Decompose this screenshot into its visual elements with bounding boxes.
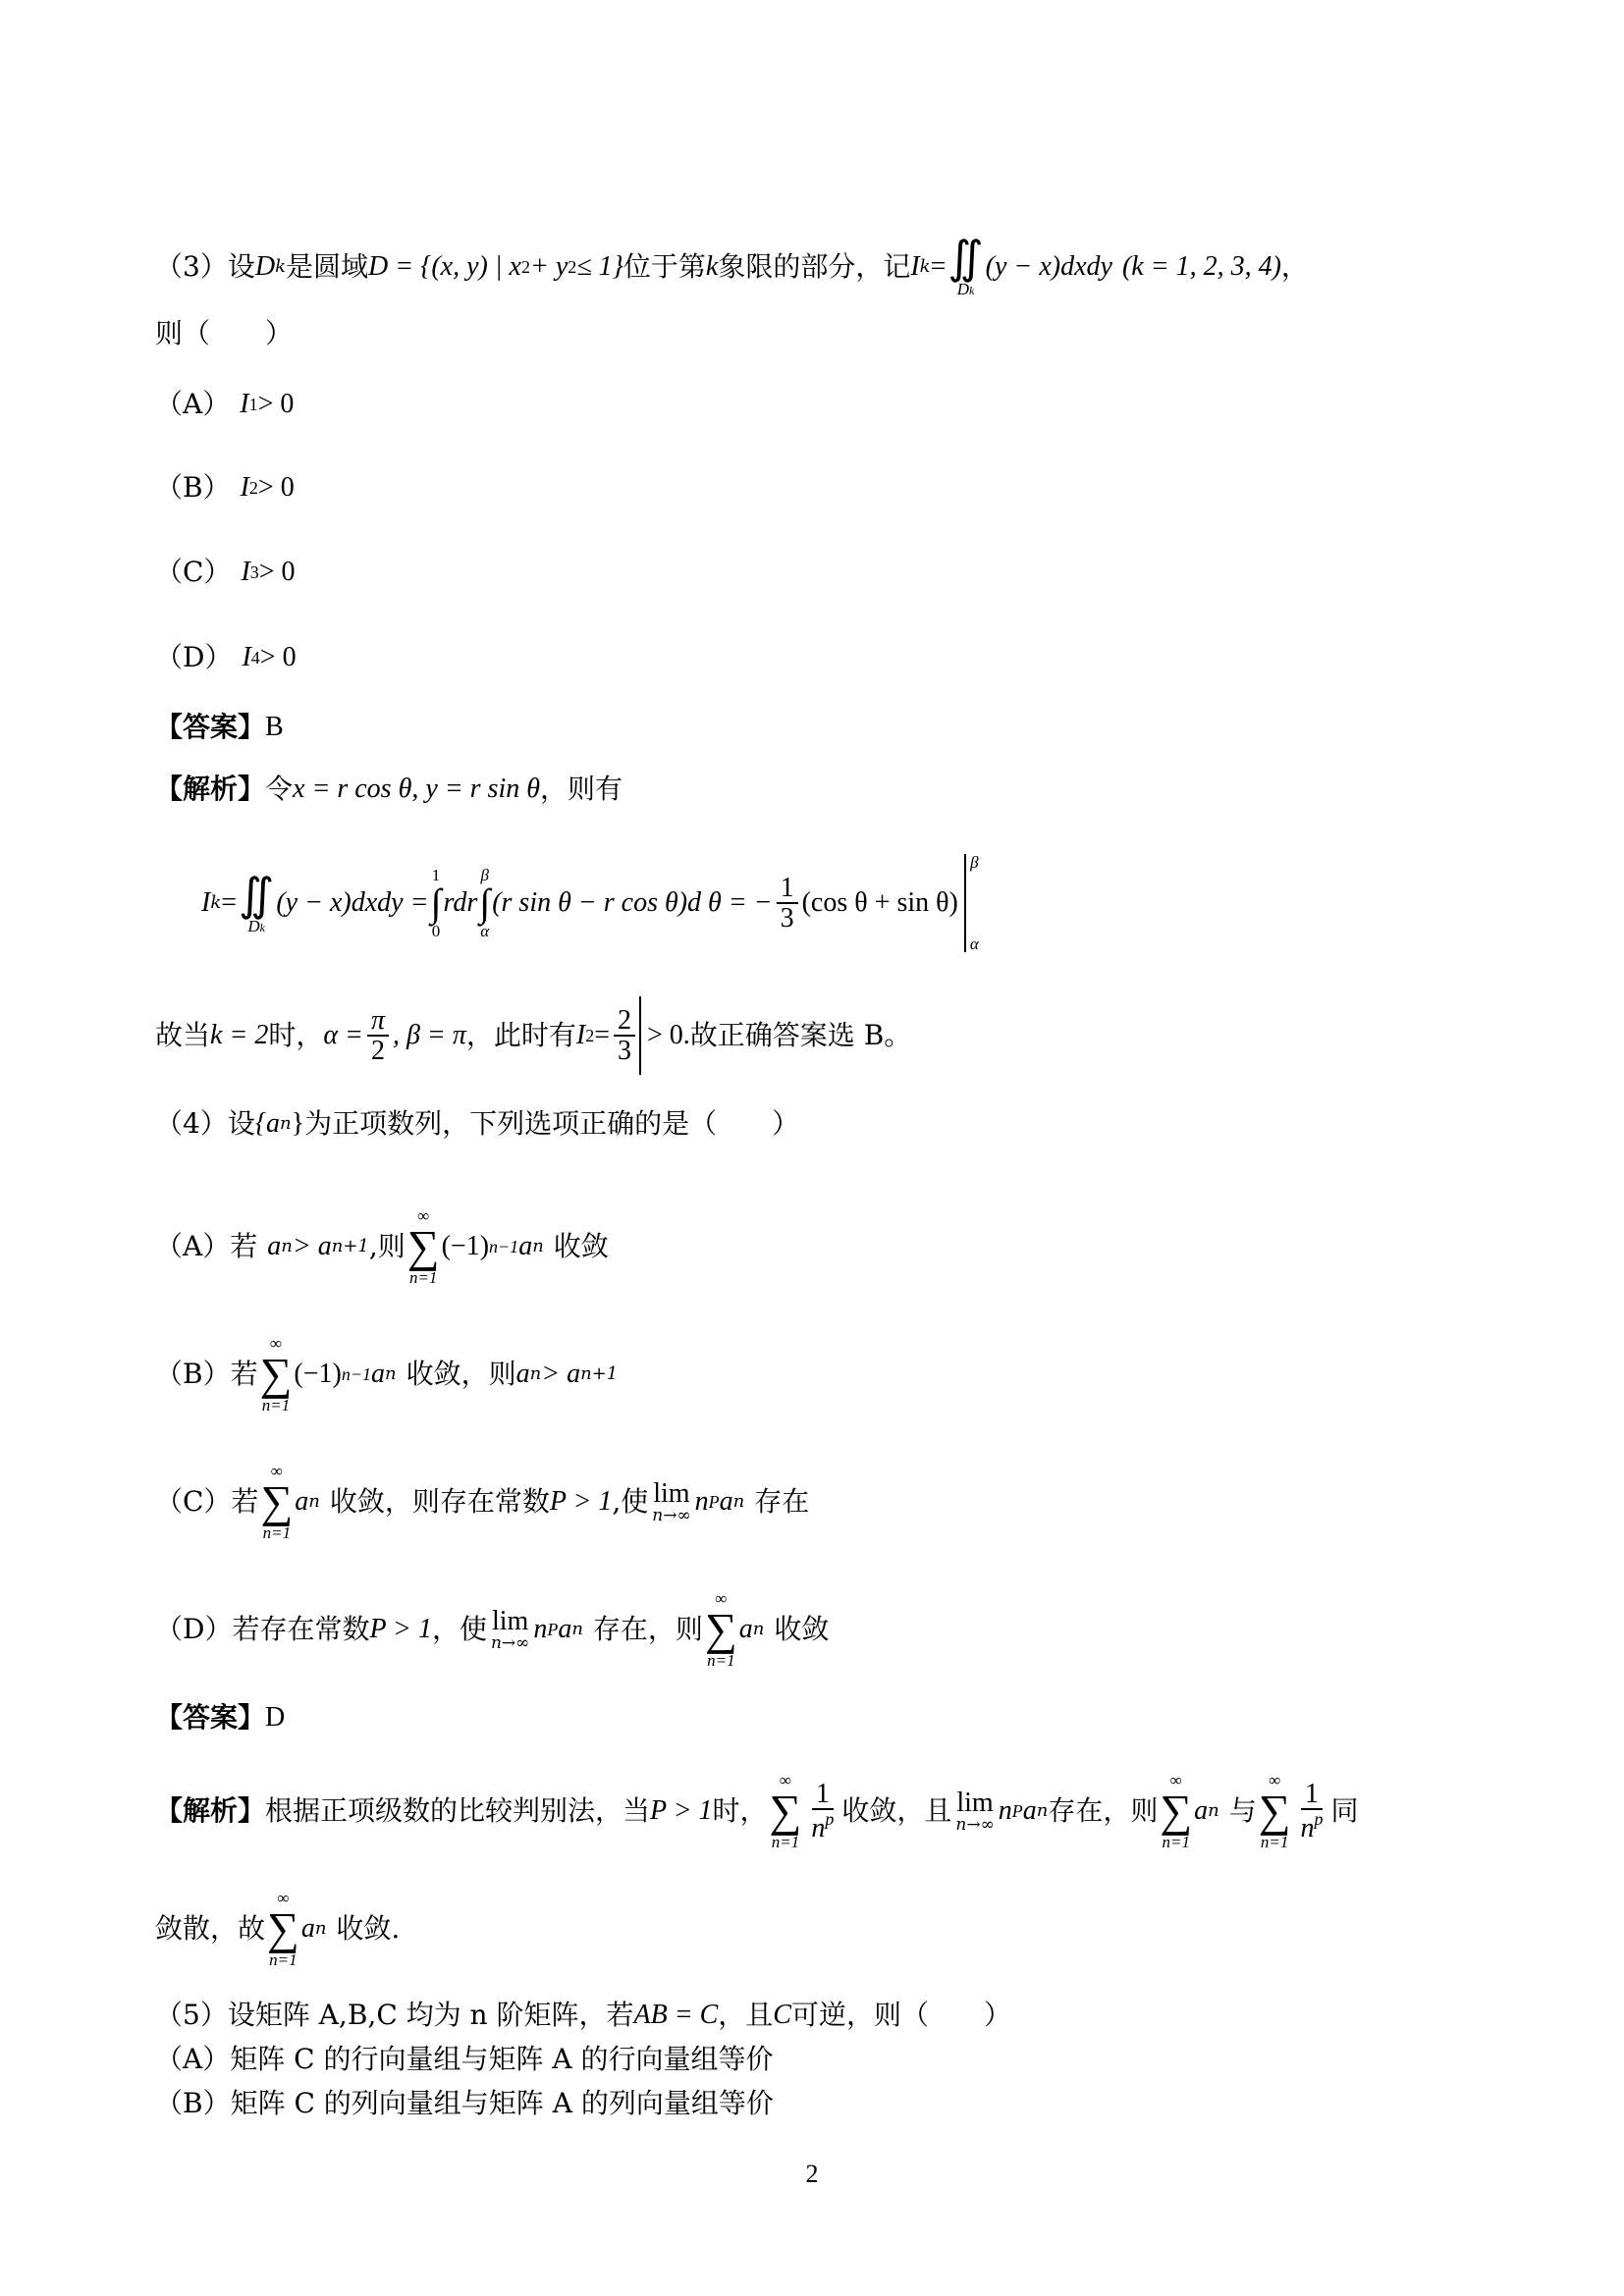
q3-answer-tag: 【答案】	[155, 711, 266, 743]
q5-option-a-text: （A）矩阵 C 的行向量组与矩阵 A 的行向量组等价	[155, 2043, 774, 2075]
q3-conclusion-alpha: α =	[323, 1020, 363, 1050]
q4-analysis-line1	[155, 1762, 1526, 1860]
q3-conclusion-I2: I	[575, 1020, 586, 1050]
q3-option-b-sub: 2	[248, 478, 258, 498]
q4-analysis-an-sub: n	[1036, 1800, 1049, 1821]
q4-option-b-sum-bot: n=1	[261, 1396, 291, 1415]
q4-option-a-an-sub: n	[532, 1236, 544, 1256]
q4-analysis-sum3	[1259, 1772, 1291, 1850]
q5-stem2: ，且	[718, 1999, 774, 2031]
q4-option-d-sum-sign: ∑	[704, 1604, 737, 1654]
q3-formula-frac-den: 3	[780, 903, 794, 934]
q3-option-c	[155, 553, 1526, 592]
q4-option-c-P: P > 1	[549, 1486, 613, 1517]
q3-substitution: x = r cos θ, y = r sin θ	[293, 774, 540, 804]
q4-analysis-np: n	[998, 1795, 1012, 1826]
q3-Ik-sub: k	[919, 255, 931, 277]
q4-option-d-an2: a	[738, 1614, 753, 1644]
q5-option-a	[155, 2040, 1526, 2079]
q4-analysis-t1: 根据正项级数的比较判别法，当	[265, 1794, 651, 1827]
q3-text1: 是圆域	[285, 249, 368, 283]
q3-option-b-rel: > 0	[257, 472, 295, 503]
q4-option-c-sum-top: ∞	[270, 1462, 283, 1480]
q4-option-b-sum-top: ∞	[269, 1334, 283, 1353]
q4-analysis-frac2-den-sup: p	[1314, 1809, 1324, 1829]
q4-analysis-tag: 【解析】	[155, 1794, 266, 1827]
q3-option-a-label: （A）	[155, 388, 231, 420]
q4-analysis-an2: a	[1194, 1795, 1209, 1826]
q3-conclusion-k: k = 2	[210, 1020, 269, 1050]
q3-set-expr2: + y	[529, 250, 568, 282]
q3-formula-inner: (r sin θ − r cos θ)d θ = −	[492, 887, 773, 918]
q3-Dk: D	[254, 250, 276, 282]
q4-analysis-sum3-sign: ∑	[1258, 1786, 1291, 1836]
q5-option-b	[155, 2084, 1526, 2123]
q5-stem	[155, 1996, 1526, 2035]
q4-analysis-sum1-bot: n=1	[771, 1833, 800, 1851]
q3-conclusion-frac-num: 2	[614, 1006, 635, 1037]
q4-option-a-sum-top: ∞	[417, 1206, 430, 1225]
q3-formula-integrand: (y − x)dxdy =	[276, 887, 429, 918]
q3-conclusion-t3: ，此时有	[465, 1019, 576, 1051]
q4-option-b-a: a	[515, 1359, 530, 1389]
q3-formula-int2-bot: α	[480, 922, 490, 940]
q3-option-b-var: I	[240, 472, 249, 503]
q4-option-d-P: P > 1	[369, 1614, 432, 1644]
q4-analysis-np-sup: P	[1011, 1801, 1023, 1821]
q4-option-a-term: (−1)	[441, 1231, 490, 1261]
q4-option-c-conv: 收敛，则存在常数	[329, 1485, 550, 1518]
q3-integrand: (y − x)dxdy	[985, 250, 1112, 282]
q4-analysis-line2	[155, 1885, 1526, 1973]
q4-option-d-sum-bot: n=1	[707, 1651, 735, 1670]
q3-analysis-text: 令	[265, 773, 294, 805]
q3-formula-int1-top: 1	[431, 866, 441, 884]
q3-Dk-sub: k	[275, 255, 286, 277]
q4-option-a-a: a	[267, 1231, 282, 1261]
q3-analysis	[155, 770, 1526, 809]
q3-option-a-var: I	[240, 389, 249, 419]
q4-option-c-np-sup: P	[708, 1492, 720, 1512]
q4-option-a-then: ,则	[368, 1230, 406, 1262]
q4-option-d-an2-sub: n	[752, 1619, 765, 1639]
q4-analysis-frac1-num: 1	[812, 1780, 834, 1810]
q4-option-b-n1: n+1	[580, 1363, 619, 1384]
q4-analysis2-t1: 敛散，故	[155, 1912, 266, 1945]
q4-stem-seq-sub: n	[280, 1113, 292, 1134]
q3-conclusion-I2-sub: 2	[585, 1026, 595, 1045]
q4-analysis-frac2	[1297, 1780, 1327, 1843]
q4-option-a-gt: > a	[292, 1231, 332, 1261]
q3-eq: =	[930, 250, 947, 282]
q4-analysis-an: a	[1022, 1795, 1037, 1826]
q4-option-d-exist: 存在，则	[592, 1613, 703, 1645]
q3-formula-int2-sign: ∫	[479, 881, 491, 925]
q4-option-b-n: n	[529, 1363, 542, 1384]
q4-option-c-an: a	[295, 1486, 309, 1517]
q4-option-a-n1: n+1	[331, 1236, 369, 1256]
q4-analysis-frac2-num: 1	[1301, 1780, 1323, 1810]
q4-option-b-sum-sign: ∑	[259, 1349, 293, 1399]
q3-formula-double-integral	[239, 869, 275, 935]
q3-double-integral	[947, 233, 984, 298]
q3-option-a-sub: 1	[248, 395, 258, 414]
q4-answer-tag: 【答案】	[155, 1701, 266, 1734]
q4-option-a-label: （A）若	[155, 1230, 258, 1262]
q3-option-b-label: （B）	[155, 471, 231, 504]
q3-option-d-label: （D）	[155, 641, 233, 673]
q4-analysis-t4: 存在，则	[1048, 1794, 1159, 1827]
q5-stem1: （5）设矩阵 A,B,C 均为 n 阶矩阵，若	[155, 1999, 634, 2031]
q3-then-have: ，则有	[539, 773, 623, 805]
q3-formula-lhs: I	[201, 887, 211, 918]
q3-set-expr3: ≤ 1}	[576, 250, 623, 282]
q4-stem	[155, 1104, 1526, 1144]
q4-option-d-np: n	[533, 1614, 548, 1644]
q4-analysis-sum2-top: ∞	[1169, 1771, 1182, 1789]
q3-conclusion-bar	[639, 996, 641, 1075]
q4-option-a-exp: n−1	[489, 1237, 519, 1256]
q4-stem-rest: 为正项数列，下列选项正确的是（ ）	[304, 1107, 800, 1140]
q5-c: C	[773, 2000, 791, 2030]
q4-option-b-sum	[260, 1335, 293, 1414]
q3-formula	[201, 849, 1526, 957]
q4-option-b-an: a	[370, 1359, 385, 1389]
q3-formula-int2-top: β	[480, 866, 489, 884]
q3-formula-int1-bot: 0	[431, 922, 441, 940]
q4-option-c-label: （C）若	[155, 1485, 259, 1518]
q3-sq2: 2	[568, 256, 577, 277]
q3-conclusion-frac-den: 3	[618, 1036, 631, 1066]
q4-analysis-sum2	[1160, 1772, 1192, 1850]
q4-analysis-lim-text: lim	[956, 1787, 994, 1818]
q3-stem-line2	[155, 314, 1526, 353]
q4-analysis-conv: 收敛	[841, 1794, 897, 1827]
q3-conclusion-t1: 故当	[155, 1019, 211, 1051]
q4-analysis2-an: a	[300, 1913, 315, 1944]
q3-k: k	[705, 250, 719, 282]
q4-option-d-an: a	[558, 1614, 572, 1644]
q4-option-c-an2: a	[719, 1486, 733, 1517]
q4-analysis-frac1	[807, 1780, 838, 1843]
q3-conclusion-gt: > 0.	[647, 1020, 690, 1050]
q3-formula-eval-bar	[964, 854, 966, 952]
q4-option-c-np: n	[694, 1486, 709, 1517]
q3-formula-int-sub: D	[247, 916, 260, 935]
q3-int-sub2: k	[969, 284, 975, 297]
q3-formula-int2	[479, 867, 490, 939]
q4-option-d-conv: 收敛	[774, 1613, 830, 1645]
q3-sq1: 2	[520, 256, 530, 277]
q3-option-c-rel: > 0	[258, 557, 296, 587]
q3-formula-frac-num: 1	[777, 874, 798, 904]
q4-analysis-sum2-bot: n=1	[1162, 1833, 1190, 1851]
q4-option-d-np-sup: P	[547, 1620, 559, 1639]
q3-analysis-tag: 【解析】	[155, 773, 266, 805]
q4-analysis-sum1-sign: ∑	[769, 1786, 802, 1836]
q4-analysis2-t2: 收敛.	[336, 1912, 401, 1945]
q3-conclusion-frac	[614, 1006, 635, 1066]
q4-analysis-frac1-den-sup: p	[825, 1809, 835, 1829]
q4-analysis-lim	[955, 1789, 994, 1834]
q3-formula-eval-bot: α	[969, 934, 979, 953]
page-number: 2	[805, 2160, 819, 2188]
q3-option-a	[155, 385, 1526, 424]
q3-formula-eval-limits	[970, 854, 979, 952]
q3-option-d-var: I	[242, 642, 251, 672]
q4-option-b-exp: n−1	[341, 1364, 371, 1384]
q4-analysis-t3: ，且	[896, 1794, 952, 1827]
q4-analysis-sum1-top: ∞	[779, 1771, 791, 1789]
q3-conclusion-t4: 故正确答案选 B。	[689, 1019, 912, 1051]
q4-analysis-sum2-sign: ∑	[1160, 1786, 1193, 1836]
q4-option-c-exist: 存在	[754, 1485, 810, 1518]
q3-int-sub: D	[956, 280, 969, 298]
q3-option-c-sub: 3	[249, 562, 259, 582]
q4-analysis-P: P > 1	[650, 1795, 713, 1826]
q4-option-b	[155, 1330, 1526, 1418]
q4-option-c-lim	[652, 1477, 691, 1525]
q4-analysis-t2: 时，	[712, 1794, 768, 1827]
q4-option-a	[155, 1202, 1526, 1291]
q4-analysis-lim-sub: n→∞	[955, 1814, 995, 1835]
q4-option-d-sum	[705, 1590, 737, 1669]
q4-option-c-lim-sub: n→∞	[652, 1505, 691, 1525]
q4-option-c-sum-sign: ∑	[260, 1476, 294, 1526]
q4-option-a-an: a	[518, 1231, 533, 1261]
q4-option-d-an-sub: n	[571, 1619, 583, 1639]
q3-conclusion-beta: , β = π	[392, 1020, 466, 1050]
q3-text2: 位于第	[623, 249, 706, 283]
q4-analysis-frac1-den: n	[811, 1813, 826, 1843]
q4-analysis-frac2-den: n	[1300, 1813, 1315, 1843]
q4-stem-seq: {a	[254, 1108, 281, 1139]
q3-answer	[155, 708, 1526, 747]
q4-analysis2-sum-top: ∞	[277, 1889, 290, 1907]
q4-option-d-lim-text: lim	[491, 1605, 529, 1636]
q3-conclusion-pi-num: π	[367, 1006, 389, 1037]
q3-formula-rdr: rdr	[443, 887, 478, 918]
q3-formula-int-sub2: k	[259, 920, 265, 934]
q4-option-d-lim-sub: n→∞	[490, 1632, 530, 1653]
q4-analysis-sum3-top: ∞	[1269, 1771, 1281, 1789]
q3-krange: (k = 1, 2, 3, 4)	[1121, 250, 1281, 282]
q3-formula-tail: (cos θ + sin θ)	[801, 887, 958, 918]
q4-analysis-sum3-bot: n=1	[1260, 1833, 1289, 1851]
q4-option-b-an-sub: n	[384, 1363, 397, 1384]
q5-stem3: 可逆，则（ ）	[790, 1999, 1011, 2031]
q4-option-b-term: (−1)	[294, 1359, 342, 1389]
q4-analysis-sum1	[770, 1772, 802, 1850]
q4-option-d-lim	[490, 1605, 530, 1653]
q3-int-sign: ∬	[947, 233, 984, 283]
q4-option-b-gt: > a	[541, 1359, 581, 1389]
q4-option-a-sum-sign: ∑	[406, 1221, 440, 1271]
q3-option-d	[155, 638, 1526, 677]
q3-comma: ，	[1280, 249, 1309, 283]
q3-option-a-rel: > 0	[257, 389, 295, 419]
q3-answer-value: B	[265, 712, 284, 742]
q3-conclusion	[155, 991, 1526, 1080]
q4-option-c-use: ,使	[612, 1485, 649, 1518]
q3-option-c-label: （C）	[155, 556, 232, 588]
q4-analysis-t6: 同	[1330, 1794, 1359, 1827]
q4-analysis2-an-sub: n	[314, 1918, 327, 1939]
q3-formula-int1	[431, 867, 442, 939]
q4-option-c-an2-sub: n	[732, 1491, 745, 1512]
q3-number: （3）设	[155, 249, 255, 283]
q4-answer	[155, 1698, 1526, 1737]
q3-option-d-rel: > 0	[259, 642, 297, 672]
q4-stem-seq-end: }	[291, 1108, 305, 1139]
q3-formula-frac	[777, 874, 798, 934]
q4-analysis2-sum-sign: ∑	[267, 1903, 299, 1953]
q4-option-c-sum-bot: n=1	[262, 1523, 292, 1542]
q4-stem-lead: （4）设	[155, 1107, 255, 1140]
q4-option-d-sum-top: ∞	[715, 1589, 728, 1608]
q4-answer-value: D	[265, 1702, 286, 1733]
q4-option-d-use: ，使	[431, 1613, 487, 1645]
q4-option-c-an-sub: n	[308, 1491, 320, 1512]
q3-option-c-var: I	[241, 557, 250, 587]
q5-ab: AB = C	[633, 2000, 719, 2030]
q3-then: 则（ ）	[155, 317, 294, 349]
q3-conclusion-pi-den: 2	[370, 1036, 385, 1066]
q4-analysis2-sum-bot: n=1	[269, 1950, 298, 1969]
q3-Ik: I	[910, 250, 920, 282]
q4-option-a-sum-bot: n=1	[408, 1268, 438, 1287]
q4-option-a-conv: 收敛	[553, 1230, 609, 1262]
q3-option-b	[155, 468, 1526, 507]
q3-formula-int1-sign: ∫	[430, 881, 442, 925]
q3-formula-lhs-sub: k	[210, 892, 222, 913]
q5-option-b-text: （B）矩阵 C 的列向量组与矩阵 A 的列向量组等价	[155, 2087, 774, 2119]
q4-option-c-lim-text: lim	[653, 1477, 690, 1509]
q3-formula-eq: =	[221, 887, 238, 918]
q3-conclusion-t2: 时，	[268, 1019, 324, 1051]
q4-option-c-sum	[260, 1463, 293, 1541]
q4-option-b-conv: 收敛，则	[406, 1358, 516, 1390]
q3-option-d-sub: 4	[250, 648, 260, 667]
q4-option-d	[155, 1585, 1526, 1674]
q4-option-d-label: （D）若存在常数	[155, 1613, 370, 1645]
q3-conclusion-pi-frac	[367, 1006, 389, 1066]
q4-analysis2-sum	[267, 1890, 299, 1968]
q3-stem-line1	[155, 233, 1526, 298]
q4-analysis-an2-sub: n	[1208, 1800, 1219, 1821]
q4-option-c	[155, 1458, 1526, 1546]
q3-conclusion-eq: =	[594, 1020, 610, 1050]
q4-option-b-label: （B）若	[155, 1358, 258, 1390]
q3-text3: 象限的部分，记	[718, 249, 911, 283]
q3-formula-int-sign: ∬	[239, 869, 275, 920]
q4-option-a-n: n	[281, 1236, 293, 1256]
q4-option-a-sum	[407, 1207, 440, 1286]
q3-formula-eval-top: β	[970, 853, 979, 872]
q3-set-expr: D = {(x, y) | x	[368, 250, 521, 282]
q4-analysis-t5: 与	[1228, 1794, 1257, 1827]
